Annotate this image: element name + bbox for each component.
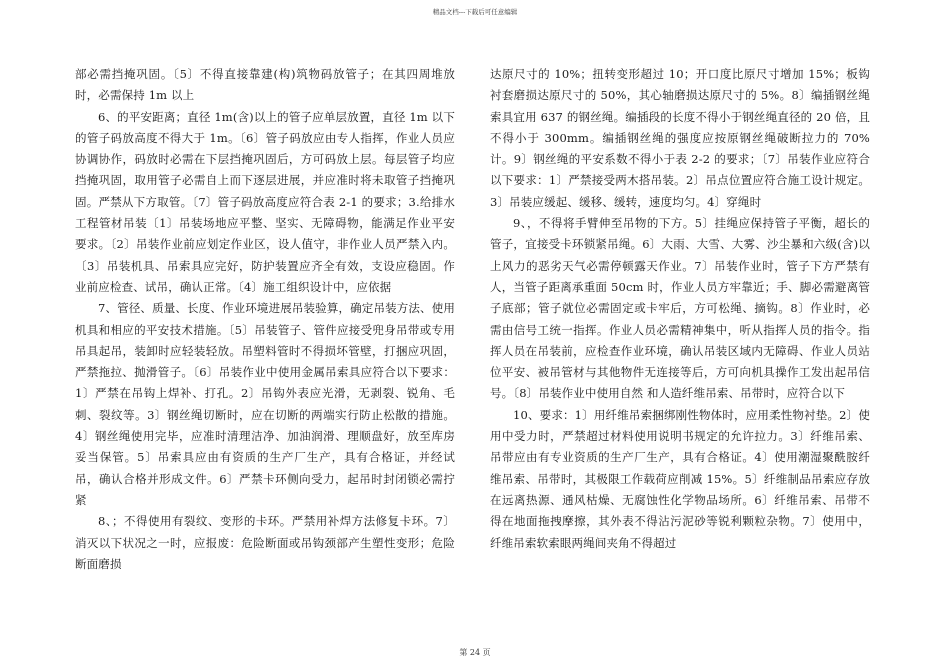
page-header: 精品文档---下载后可任意编辑 (432, 8, 518, 16)
paragraph: 7、管径、质量、长度、作业环境进展吊装验算，确定吊装方法、使用机具和相应的平安技术措施。〔5〕吊装管子、管件应接受兜身吊带或专用吊具起吊，装卸时应轻装轻放。吊塑料管时不得损坏管壁，打捆应巩固，严禁拖拉、抛滑管子。〔6〕吊装作业中使用金属吊索具应符合以下要求：1〕严禁在吊钩上焊补、打孔。2〕吊钩外表应光滑，无剥裂、锐角、毛刺、裂纹等。3〕钢丝绳切断时，应在切断的两端实行防止松散的措施。4〕钢丝绳使用完毕，应准时清理洁净、加油润滑、理顺盘好，放至库房妥当保管。5〕吊索具应由有资质的生产厂生产，具有合格证，并经试吊，确认合格并形成文件。6〕严禁卡环侧向受力，起吊时封闭锁必需拧紧 (75, 301, 455, 507)
paragraph: 达原尺寸的 10%；扭转变形超过 10；开口度比原尺寸增加 15%；板钩衬套磨损达原尺寸的 50%，其心轴磨损达原尺寸的 5%。8〕编插钢丝绳索具宜用 637 的钢丝绳。编插段的长度不得小于钢丝绳直径的 20 倍，且不得小于 300mm。编插钢丝绳的强度应按原钢丝绳破断拉力的 70%计。9〕钢丝绳的平安系数不得小于表 2-2 的要求；〔7〕吊装作业应符合以下要求：1〕严禁接受两木搭吊装。2〕吊点位置应符合施工设计规定。3〕吊装应缓起、缓移、缓转，速度均匀。4〕穿绳时 (490, 67, 870, 209)
right-column (490, 64, 870, 624)
paragraph: 9、，不得将手臂伸至吊物的下方。5〕挂绳应保持管子平衡，超长的管子，宜接受卡环锁紧吊绳。6〕大雨、大雪、大雾、沙尘暴和六级(含)以上风力的恶劣天气必需停顿露天作业。7〕吊装作业时，管子下方严禁有人，当管子距离承重面 50cm 时，作业人员方牢靠近；手、脚必需避离管子底部；管子就位必需固定或卡牢后，方可松绳、摘钩。8〕作业时，必需由信号工统一指挥。作业人员必需精神集中，听从指挥人员的指令。指挥人员在吊装前，应检查作业环境，确认吊装区域内无障碍、作业人员站位平安、被吊管材与其他物件无连接等后，方可向机具操作工发出起吊信号。〔8〕吊装作业中使用自然 和人造纤维吊索、吊带时，应符合以下 (490, 216, 870, 401)
paragraph: 部必需挡掩巩固。〔5〕不得直接靠建(构)筑物码放管子；在其四周堆放时，必需保持 1m 以上 (75, 67, 455, 103)
left-column (75, 64, 455, 624)
paragraph: 10、要求：1〕用纤维吊索捆绑刚性物体时，应用柔性物衬垫。2〕使用中受力时，严禁超过材料使用说明书规定的允许拉力。3〕纤维吊索、吊带应由有专业资质的生产厂生产，具有合格证。4〕使用潮湿聚酰胺纤维吊索、吊带时，其极限工作载荷应削减 15%。5〕纤维制品吊索应存放在远离热源、通风枯燥、无腐蚀性化学物品场所。6〕纤维吊索、吊带不得在地面拖拽摩擦，其外表不得沾污泥砂等锐利颗粒杂物。7〕使用中，纤维吊索软索眼两绳间夹角不得超过 (490, 407, 870, 550)
paragraph: 6、的平安距离；直径 1m(含)以上的管子应单层放置，直径 1m 以下的管子码放高度不得大于 1m。〔6〕管子码放应由专人指挥，作业人员应协调协作，码放时必需在下层挡掩巩固后，方可码放上层。每层管子均应挡掩巩固，取用管子必需自上而下逐层进展，并应准时将未取管子挡掩巩固。严禁从下方取管。〔7〕管子码放高度应符合表 2-1 的要求；3.给排水工程管材吊装〔1〕吊装场地应平整、坚实、无障碍物，能满足作业平安要求。〔2〕吊装作业前应划定作业区，设人值守，非作业人员严禁入内。〔3〕吊装机具、吊索具应完好，防护装置应齐全有效，支设应稳固。作业前应检查、试吊，确认正常。〔4〕施工组织设计中，应依据 (75, 109, 455, 294)
paragraph: 8、；不得使用有裂纹、变形的卡环。严禁用补焊方法修复卡环。7〕消灭以下状况之一时，应报废：危险断面或吊钩颈部产生塑性变形；危险断面磨损 (75, 514, 455, 571)
page-number: 第 24 页 (459, 648, 491, 657)
